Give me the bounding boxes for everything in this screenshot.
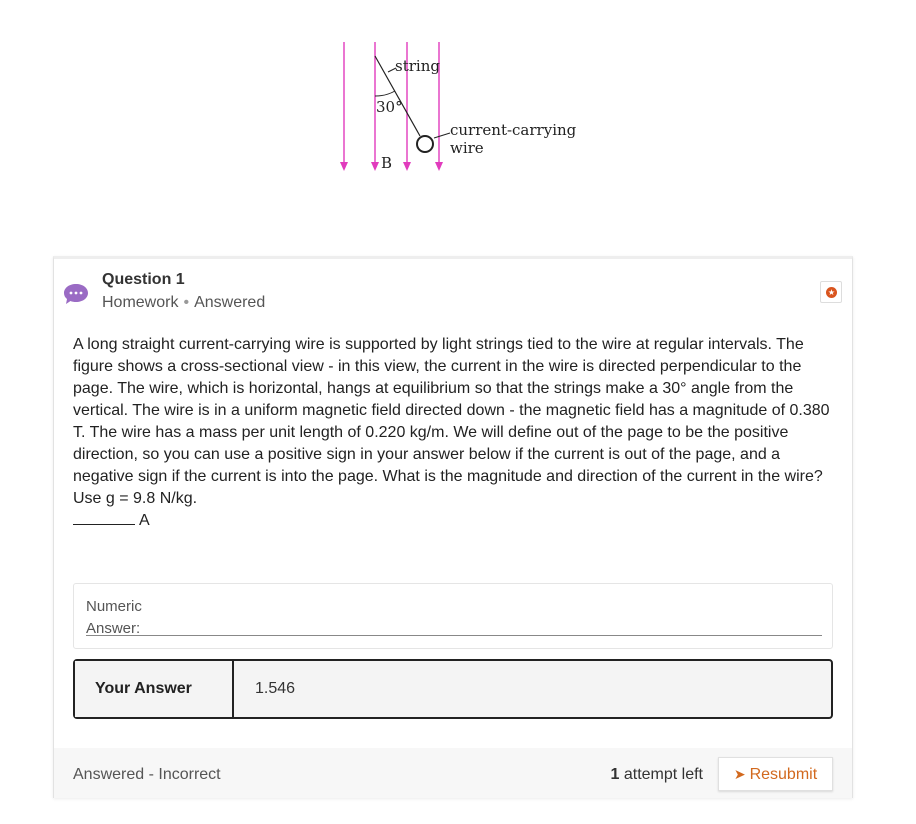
arrowhead: [371, 162, 379, 171]
answer-input-underline: [86, 635, 822, 636]
your-answer-row: [73, 659, 833, 719]
wire-cross-section: [417, 136, 433, 152]
arrowhead: [435, 162, 443, 171]
bookmark-button[interactable]: [820, 281, 842, 303]
numeric-answer-field[interactable]: [73, 583, 833, 649]
question-state: Answered: [194, 294, 266, 311]
attempts-count: 1: [610, 766, 620, 783]
question-text: A long straight current-carrying wire is supported by light strings tied to the wire at regular intervals. The figure shows a cross-sectional view - in this view, the current in the wire is directed perpendicular to the page. The wire, which is horizontal, hangs at equilibrium so that the strings make a 30° angle from the vertical. The wire is in a uniform magnetic field directed down - the magnetic field has a magnitude of 0.380 T. The wire has a mass per unit length of 0.220 kg/m. We will define out of the page to be the positive direction, so you can use a positive sign in your answer below if the current is out of the page, and a negative sign if the current is into the page. What is the magnitude and direction of the current in the wire? Use g = 9.8 N/kg.: [73, 336, 830, 507]
wire-label-line2: wire: [450, 139, 484, 157]
angle-arc: [375, 91, 395, 96]
question-category: Homework: [102, 294, 179, 311]
resubmit-button[interactable]: [718, 757, 833, 791]
angle-label: 30°: [376, 98, 403, 116]
arrowhead: [403, 162, 411, 171]
answer-unit: A: [139, 512, 150, 529]
numeric-answer-label: Numeric Answer:: [86, 598, 142, 637]
attempts-left: [610, 766, 703, 784]
wire-label-line1: current-carrying: [450, 121, 577, 139]
wire-diagram: [300, 36, 620, 176]
question-card: [53, 256, 853, 798]
your-answer-value: 1.546: [255, 680, 296, 697]
question-title: Question 1: [102, 271, 185, 288]
field-label: B: [381, 154, 393, 172]
arrowhead: [340, 162, 348, 171]
resubmit-label: Resubmit: [749, 766, 818, 783]
answer-blank: [73, 510, 135, 525]
question-meta: [102, 294, 265, 312]
send-icon: ➤: [733, 766, 746, 782]
string-label: string: [395, 57, 440, 75]
answer-status: Answered - Incorrect: [73, 766, 221, 783]
card-footer: [54, 748, 852, 798]
wire-leader: [434, 133, 450, 138]
question-figure: [300, 36, 620, 176]
attempts-text: attempt left: [623, 766, 703, 783]
your-answer-label: Your Answer: [75, 661, 234, 717]
speech-bubble-icon: [63, 283, 89, 305]
meta-separator: •: [183, 294, 190, 311]
question-body: [73, 334, 833, 532]
star-icon: ★: [827, 288, 836, 297]
